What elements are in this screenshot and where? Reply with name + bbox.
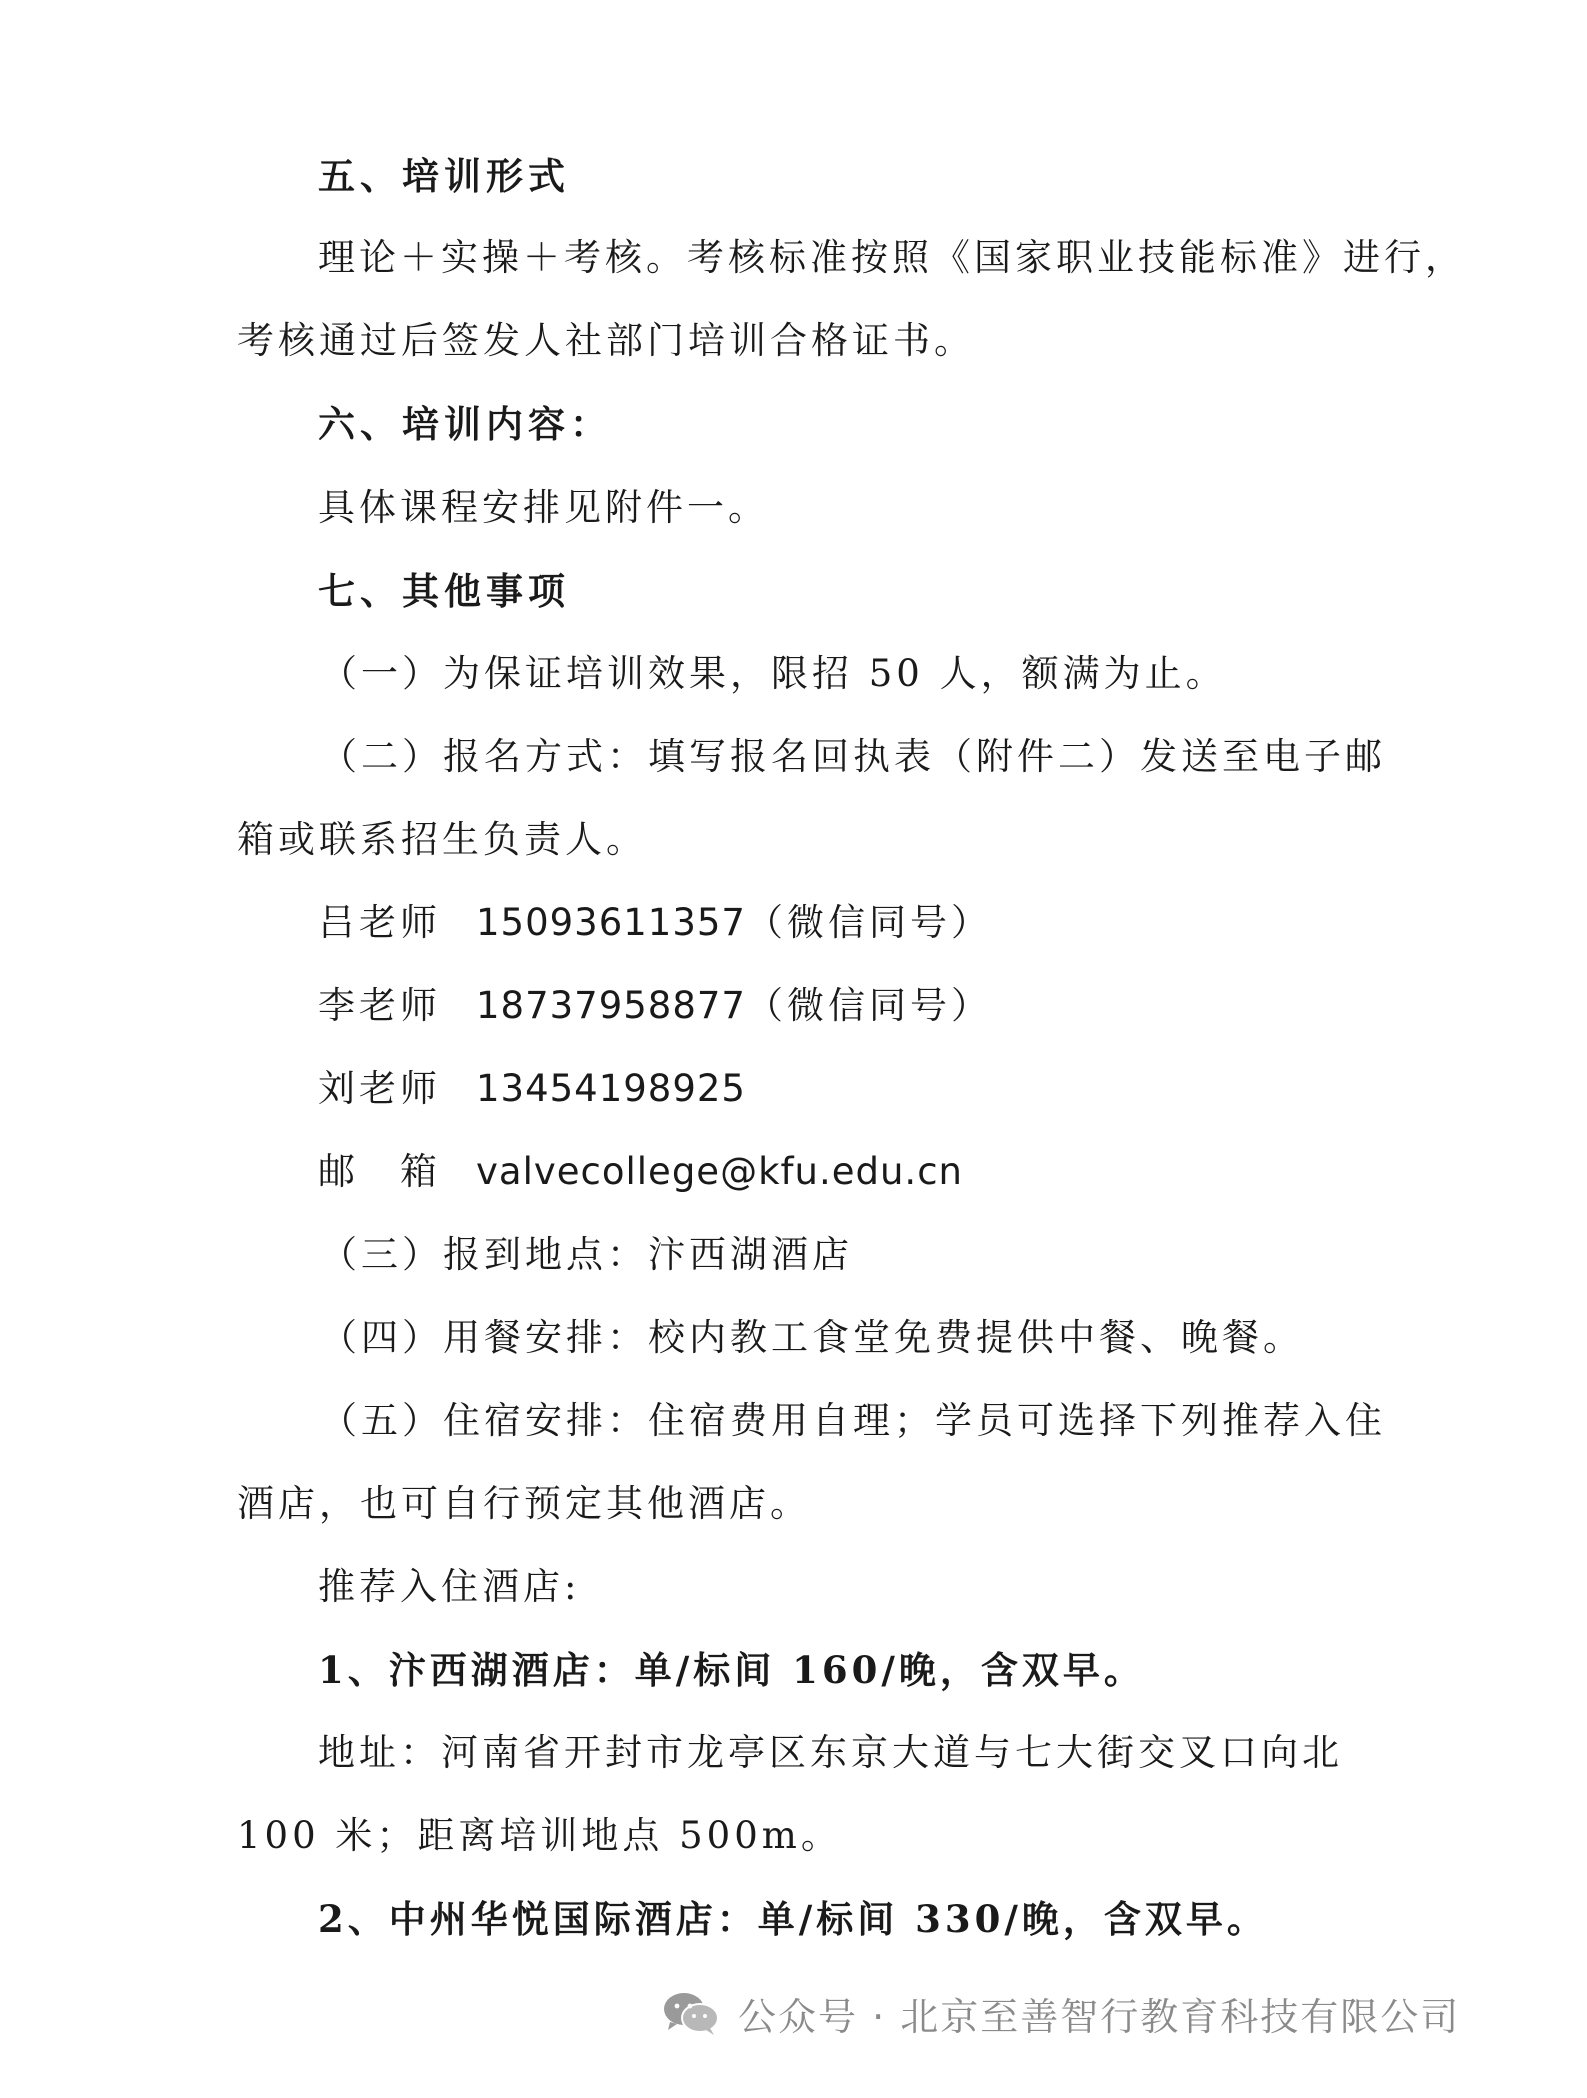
contact-phone: 15093611357 — [476, 901, 746, 944]
hotel-2: 2、中州华悦国际酒店：单/标间 330/晚，含双早。 — [318, 1897, 1268, 1941]
item-1: （一）为保证培训效果，限招 50 人，额满为止。 — [320, 652, 1227, 695]
item-5-line-1: （五）住宿安排：住宿费用自理；学员可选择下列推荐入住 — [320, 1399, 1386, 1442]
contact-note: （微信同号） — [745, 984, 992, 1027]
section-5-para-line-2: 考核通过后签发人社部门培训合格证书。 — [237, 319, 975, 362]
item-5-line-2: 酒店，也可自行预定其他酒店。 — [237, 1482, 811, 1525]
item-2-line-2: 箱或联系招生负责人。 — [237, 818, 647, 861]
hotel-1-address-line-2: 100 米；距离培训地点 500m。 — [237, 1814, 842, 1857]
section-6-para: 具体课程安排见附件一。 — [318, 486, 769, 529]
contact-name: 邮 箱 — [318, 1150, 441, 1193]
contact-phone: 18737958877 — [476, 984, 746, 1027]
section-5-heading: 五、培训形式 — [318, 154, 570, 198]
contact-row — [318, 982, 992, 1030]
recommended-hotels-label: 推荐入住酒店: — [318, 1565, 581, 1608]
watermark — [662, 1985, 1542, 2041]
section-5-para-line-1: 理论＋实操＋考核。考核标准按照《国家职业技能标准》进行， — [318, 236, 1466, 279]
section-6-heading: 六、培训内容： — [318, 402, 612, 446]
item-3: （三）报到地点：汴西湖酒店 — [320, 1233, 853, 1276]
contact-row — [318, 1065, 746, 1113]
contact-email: valvecollege@kfu.edu.cn — [476, 1150, 963, 1193]
item-2-line-1: （二）报名方式：填写报名回执表（附件二）发送至电子邮 — [320, 735, 1386, 778]
watermark-text: 公众号 · 北京至善智行教育科技有限公司 — [738, 1994, 1461, 2039]
item-4: （四）用餐安排：校内教工食堂免费提供中餐、晚餐。 — [320, 1316, 1304, 1359]
hotel-1-address-line-1: 地址：河南省开封市龙亭区东京大道与七大街交叉口向北 — [318, 1731, 1343, 1774]
contact-row — [318, 1148, 963, 1196]
contact-name: 李老师 — [318, 984, 441, 1027]
contact-phone: 13454198925 — [476, 1067, 746, 1110]
wechat-icon — [662, 1990, 720, 2036]
contact-note: （微信同号） — [745, 901, 992, 944]
hotel-1: 1、汴西湖酒店：单/标间 160/晚，含双早。 — [318, 1648, 1145, 1692]
section-7-heading: 七、其他事项 — [318, 569, 570, 613]
contact-name: 吕老师 — [318, 901, 441, 944]
contact-name: 刘老师 — [318, 1067, 441, 1110]
contact-row — [318, 899, 992, 947]
